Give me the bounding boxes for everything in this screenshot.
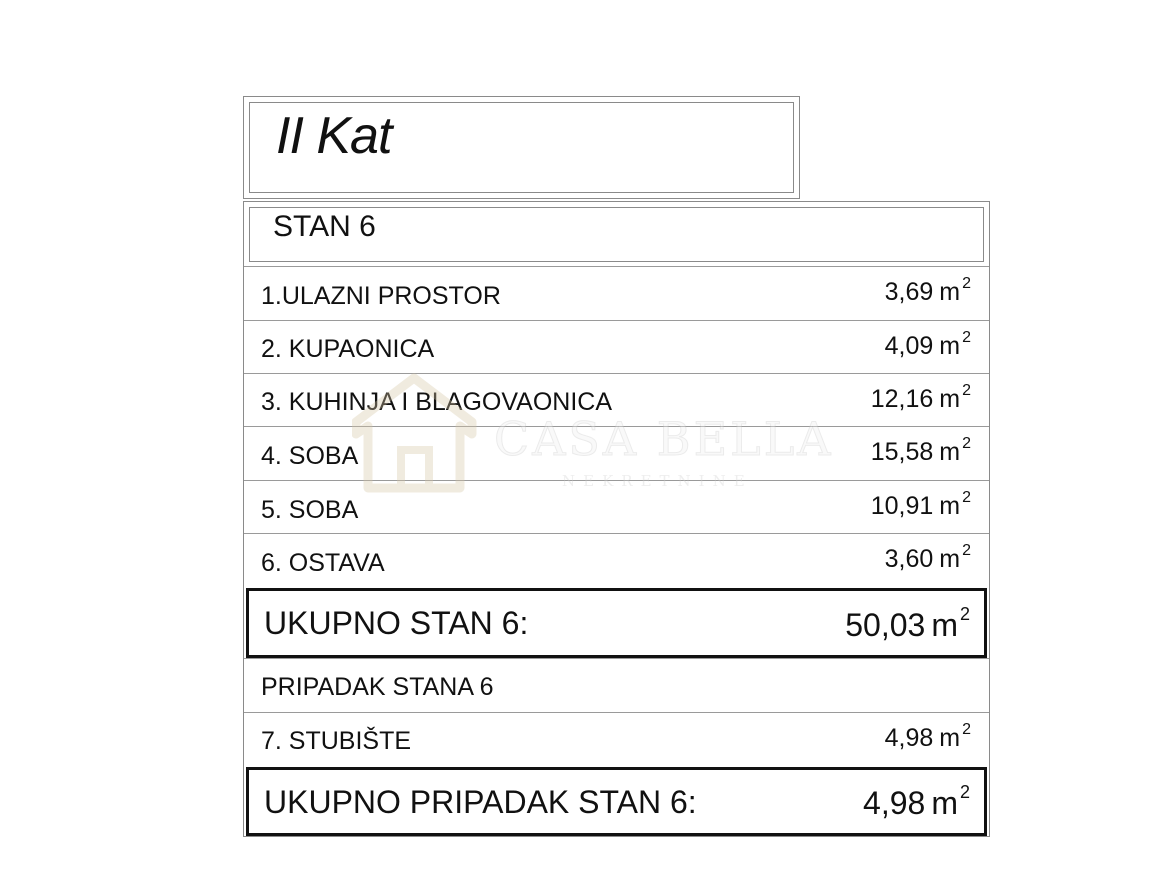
- appurtenance-area: [884, 721, 971, 752]
- area-value: 3,60: [884, 545, 934, 573]
- area-value: 4,09: [884, 332, 934, 360]
- room-label: 1.ULAZNI PROSTOR: [261, 282, 501, 310]
- room-label: 5. SOBA: [261, 496, 359, 524]
- room-label: 4. SOBA: [261, 442, 359, 470]
- area-unit: m: [931, 785, 958, 821]
- area-value: 12,16: [870, 385, 934, 413]
- area-table: [243, 201, 990, 837]
- room-area: [884, 329, 971, 360]
- floor-title: II Kat: [276, 107, 392, 165]
- area-unit-exponent: 2: [959, 604, 970, 624]
- appurtenance-row: [244, 712, 989, 766]
- room-area: [870, 489, 971, 520]
- area-unit: m: [939, 332, 961, 360]
- appurtenance-label: 7. STUBIŠTE: [261, 727, 412, 755]
- area-value: 50,03: [845, 607, 926, 643]
- room-row: [244, 480, 989, 533]
- area-value: 3,69: [884, 278, 934, 306]
- area-unit-exponent: 2: [959, 782, 970, 802]
- area-unit-exponent: 2: [962, 489, 971, 506]
- area-unit-exponent: 2: [962, 382, 971, 399]
- room-row: [244, 373, 989, 426]
- area-value: 4,98: [884, 724, 934, 752]
- room-area: [884, 542, 971, 573]
- area-value: 4,98: [863, 785, 926, 821]
- area-unit: m: [939, 438, 961, 466]
- area-unit: m: [931, 607, 958, 643]
- appurtenance-total-label: UKUPNO PRIPADAK STAN 6:: [264, 784, 697, 820]
- room-row: [244, 266, 989, 320]
- area-unit: m: [939, 492, 961, 520]
- apartment-header: [244, 202, 989, 266]
- area-unit-exponent: 2: [962, 542, 971, 559]
- appurtenance-total-row: [246, 767, 987, 836]
- apartment-total-label: UKUPNO STAN 6:: [264, 605, 529, 641]
- area-unit: m: [939, 278, 961, 306]
- room-area: [870, 435, 971, 466]
- area-unit: m: [939, 385, 961, 413]
- area-value: 15,58: [870, 438, 934, 466]
- area-unit-exponent: 2: [962, 721, 971, 738]
- apartment-total-area: [845, 604, 970, 643]
- area-unit: m: [939, 724, 961, 752]
- watermark-subtitle: NEKRETNINE: [562, 472, 753, 490]
- appurtenance-heading-row: [244, 658, 989, 712]
- room-row: [244, 533, 989, 587]
- room-area: [870, 382, 971, 413]
- appurtenance-total-area: [863, 782, 970, 821]
- area-value: 10,91: [870, 492, 934, 520]
- floor-title-box: [243, 96, 800, 199]
- room-row: [244, 320, 989, 373]
- room-row: [244, 426, 989, 480]
- room-label: 6. OSTAVA: [261, 549, 385, 577]
- watermark-brand: CASA BELLA: [494, 412, 834, 466]
- appurtenance-heading: PRIPADAK STANA 6: [261, 673, 494, 701]
- area-unit-exponent: 2: [962, 275, 971, 292]
- room-label: 2. KUPAONICA: [261, 335, 435, 363]
- area-unit-exponent: 2: [962, 329, 971, 346]
- room-label: 3. KUHINJA I BLAGOVAONICA: [261, 388, 613, 416]
- apartment-total-row: [246, 588, 987, 658]
- area-unit-exponent: 2: [962, 435, 971, 452]
- room-area: [884, 275, 971, 306]
- apartment-title: STAN 6: [273, 210, 376, 243]
- area-unit: m: [939, 545, 961, 573]
